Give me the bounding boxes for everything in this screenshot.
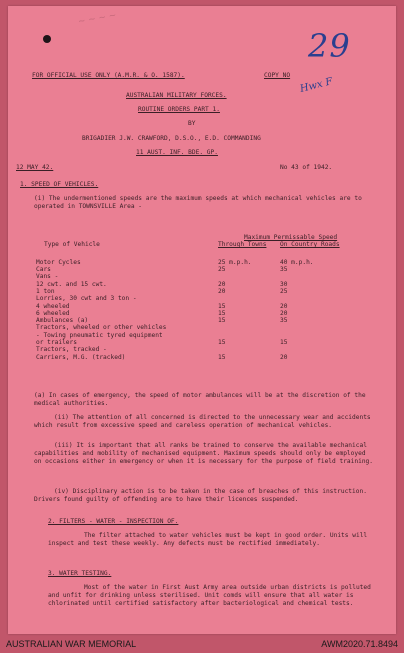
towns-speed-cell: 25 [218,265,226,273]
paragraph-ii: (ii) The attention of all concerned is directed to the unnecessary wear and accidents which result from excessive speed and careless operation of mechanical vehicles. [34,414,371,429]
col-header-country: On Country Roads [280,241,340,249]
section-1-title: 1. SPEED OF VEHICLES. [20,181,99,188]
vehicle-type-cell: 1 ton [36,287,55,295]
towns-speed-cell: 20 [218,287,226,295]
routine-orders-title: ROUTINE ORDERS PART 1. [138,106,220,113]
speed-table-row [34,303,362,310]
section-3-body: Most of the water in First Aust Army area outside urban districts is polluted and unfit for drinking unless sterilised. Unit comds will ensure that all water is chlorinated until certified satisfactory after bacteriological and chemical tests. [48,584,371,607]
vehicle-type-cell: Motor Cycles [36,258,81,266]
paragraph-iv: (iv) Disciplinary action is to be taken in the case of breaches of this instruction. Drivers found guilty of offending are to have their licences suspended. [34,488,367,503]
vehicle-type-cell: Vans - [36,273,59,281]
by-line: BY [188,120,196,127]
towns-speed-cell: 20 [218,280,226,288]
faint-pencil-mark: ~ ~ ~ ~ [77,10,118,28]
speed-table-row [34,354,362,361]
speed-table-row [34,346,362,353]
order-number: No 43 of 1942. [280,164,333,171]
country-speed-cell [278,273,362,280]
handwritten-initials: Hwx F [298,76,334,95]
speed-table-row [34,295,362,302]
section-1-intro: (i) The undermentioned speeds are the maximum speeds at which mechanical vehicles are to operated in TOWNSVILLE Area - [34,195,362,210]
speed-table-row [34,259,362,266]
speed-table-row [34,324,362,331]
section-2-title: 2. FILTERS - WATER - INSPECTION OF. [48,518,179,525]
country-speed-cell: 15 [280,339,288,347]
speed-table-subheader-row [34,241,362,248]
towns-speed-cell [216,295,278,302]
country-speed-cell [278,332,362,339]
country-speed-cell [278,324,362,331]
footer-archive-name: AUSTRALIAN WAR MEMORIAL [6,639,137,649]
paragraph-iii: (iii) It is important that all ranks be trained to conserve the available mechanical capabilities and mobility of mechanised equipment. Maximum speeds should only be employed on occasions either in emergency or when it is necessary for the purpose of field training. [34,442,373,465]
country-speed-cell: 20 [280,302,288,310]
speed-table-row [34,339,362,346]
vehicle-type-cell: Ambulances (a) [36,317,89,325]
towns-speed-cell: 15 [218,309,226,317]
punch-hole [43,35,51,43]
speed-table-row [34,317,362,324]
handwritten-copy-number: 29 [308,27,351,65]
vehicle-type-cell: Lorries, 30 cwt and 3 ton - [36,295,137,303]
country-speed-cell: 20 [280,353,288,361]
vehicle-type-cell: 6 wheeled [36,309,70,317]
speed-table-row [34,288,362,295]
vehicle-type-cell: or trailers [36,339,77,347]
speed-table-row [34,332,362,339]
vehicle-type-cell: 12 cwt. and 15 cwt. [36,280,107,288]
speed-table-header-row [34,234,362,241]
speed-table-row [34,310,362,317]
brigadier-line: BRIGADIER J.W. CRAWFORD, D.S.O., E.D. COMMANDING [82,135,261,142]
speed-table-body [34,259,362,361]
vehicle-type-cell: Carriers, M.G. (tracked) [36,353,126,361]
towns-speed-cell: 15 [218,317,226,325]
col-header-max-speed: Maximum Permissable Speed [244,234,338,241]
vehicle-type-cell: - Towing pneumatic tyred equipment [36,331,163,339]
col-header-towns: Through Towns [218,241,267,249]
country-speed-cell: 30 [280,280,288,288]
copy-no-label: COPY NO [264,72,291,79]
col-header-type-label: Type of Vehicle [44,241,100,249]
org-title: AUSTRALIAN MILITARY FORCES. [126,92,227,99]
section-2-body: The filter attached to water vehicles must be kept in good order. Units will inspect and test these weekly. Any defects must be rectified immediately. [48,532,368,547]
speed-table-row [34,266,362,273]
towns-speed-cell [216,332,278,339]
official-use-line: FOR OFFICIAL USE ONLY (A.M.R. & O. 1587). [32,72,185,79]
towns-speed-cell [216,324,278,331]
footer-accession-number: AWM2020.71.8494 [321,639,398,649]
country-speed-cell [278,295,362,302]
col-header-type [34,234,216,241]
towns-speed-cell: 15 [218,339,226,347]
note-a: (a) In cases of emergency, the speed of motor ambulances will be at the discretion of the medical authorities. [34,392,366,407]
towns-speed-cell: 15 [218,353,226,361]
country-speed-cell [278,346,362,353]
country-speed-cell: 35 [280,265,288,273]
speed-table-row [34,281,362,288]
vehicle-type-cell: Tractors, wheeled or other vehicles [36,324,167,332]
towns-speed-cell: 25 m.p.h. [218,258,252,266]
speed-table-row [34,273,362,280]
country-speed-cell: 25 [280,287,288,295]
country-speed-cell: 20 [280,309,288,317]
towns-speed-cell [216,273,278,280]
towns-speed-cell [216,346,278,353]
vehicle-type-cell: Cars [36,265,51,273]
vehicle-type-cell: Tractors, tracked - [36,346,107,354]
towns-speed-cell: 15 [218,302,226,310]
document-page [8,6,396,634]
speed-table [34,234,362,361]
vehicle-type-cell: 4 wheeled [36,302,70,310]
headquarters-line: 11 AUST. INF. BDE. GP. [136,149,218,156]
order-date: 12 MAY 42. [16,164,54,171]
country-speed-cell: 35 [280,317,288,325]
country-speed-cell: 40 m.p.h. [280,258,314,266]
section-3-title: 3. WATER TESTING. [48,570,112,577]
